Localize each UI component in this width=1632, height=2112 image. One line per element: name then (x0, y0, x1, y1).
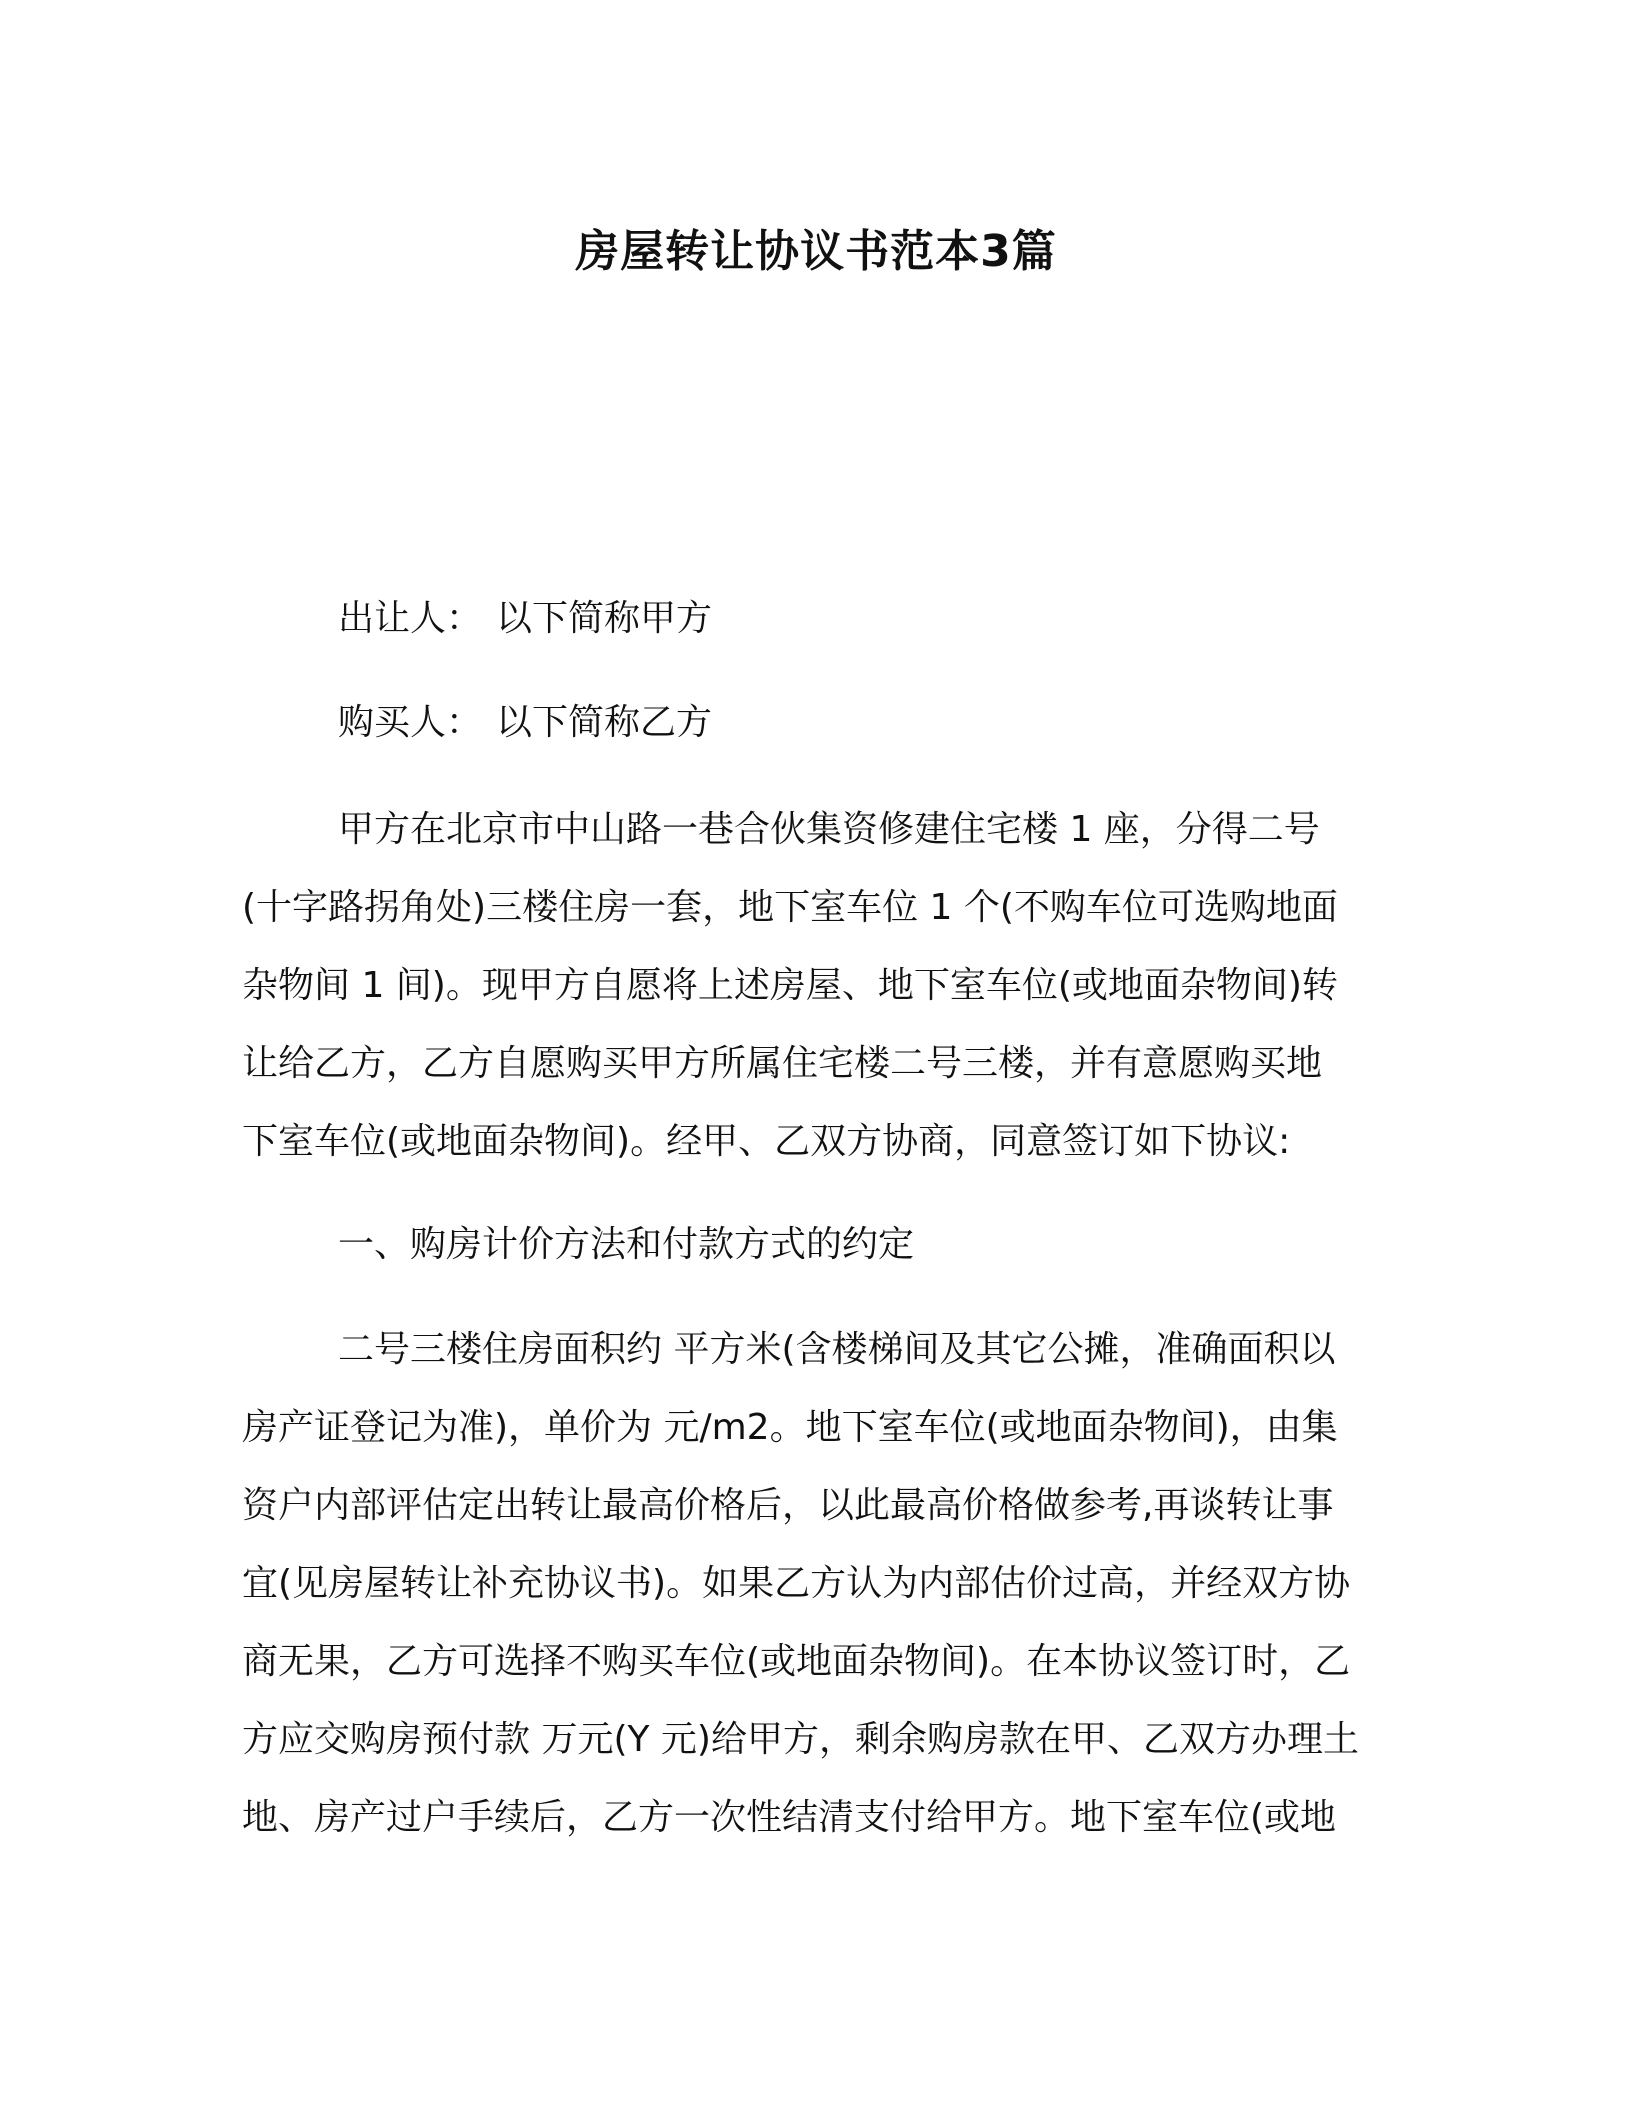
party-label: 购买人： (338, 702, 483, 743)
document-title: 房屋转让协议书范本3篇 (575, 226, 1057, 277)
section-heading: 一、购房计价方法和付款方式的约定 (338, 1224, 915, 1265)
party-value: 以下简称乙方 (496, 702, 713, 743)
party-value: 以下简称甲方 (496, 598, 713, 639)
text-line: 宜(见房屋转让补充协议书)。如果乙方认为内部估价过高，并经双方协 (242, 1563, 1351, 1604)
text-line: 甲方在北京市中山路一巷合伙集资修建住宅楼 1 座，分得二号 (338, 809, 1320, 850)
text-line: 让给乙方，乙方自愿购买甲方所属住宅楼二号三楼，并有意愿购买地 (242, 1043, 1323, 1084)
party-buyer (338, 698, 712, 748)
text-line: (十字路拐角处)三楼住房一套，地下室车位 1 个(不购车位可选购地面 (242, 887, 1338, 928)
party-transferor (338, 594, 712, 644)
text-line: 地、房产过户手续后，乙方一次性结清支付给甲方。地下室车位(或地 (242, 1797, 1337, 1838)
party-label: 出让人： (338, 598, 483, 639)
paragraph-pricing-payment (242, 1325, 1392, 1871)
text-line: 杂物间 1 间)。现甲方自愿将上述房屋、地下室车位(或地面杂物间)转 (242, 965, 1338, 1006)
text-line: 商无果，乙方可选择不购买车位(或地面杂物间)。在本协议签订时，乙 (242, 1641, 1351, 1682)
paragraph-property-description (242, 805, 1392, 1195)
text-line: 方应交购房预付款 万元(Y 元)给甲方，剩余购房款在甲、乙双方办理土 (242, 1719, 1359, 1760)
text-line: 下室车位(或地面杂物间)。经甲、乙双方协商，同意签订如下协议: (242, 1121, 1291, 1162)
text-line: 资户内部评估定出转让最高价格后，以此最高价格做参考,再谈转让事 (242, 1485, 1334, 1526)
text-line: 房产证登记为准)，单价为 元/m2。地下室车位(或地面杂物间)，由集 (242, 1407, 1338, 1448)
text-line: 二号三楼住房面积约 平方米(含楼梯间及其它公摊，准确面积以 (338, 1329, 1336, 1370)
